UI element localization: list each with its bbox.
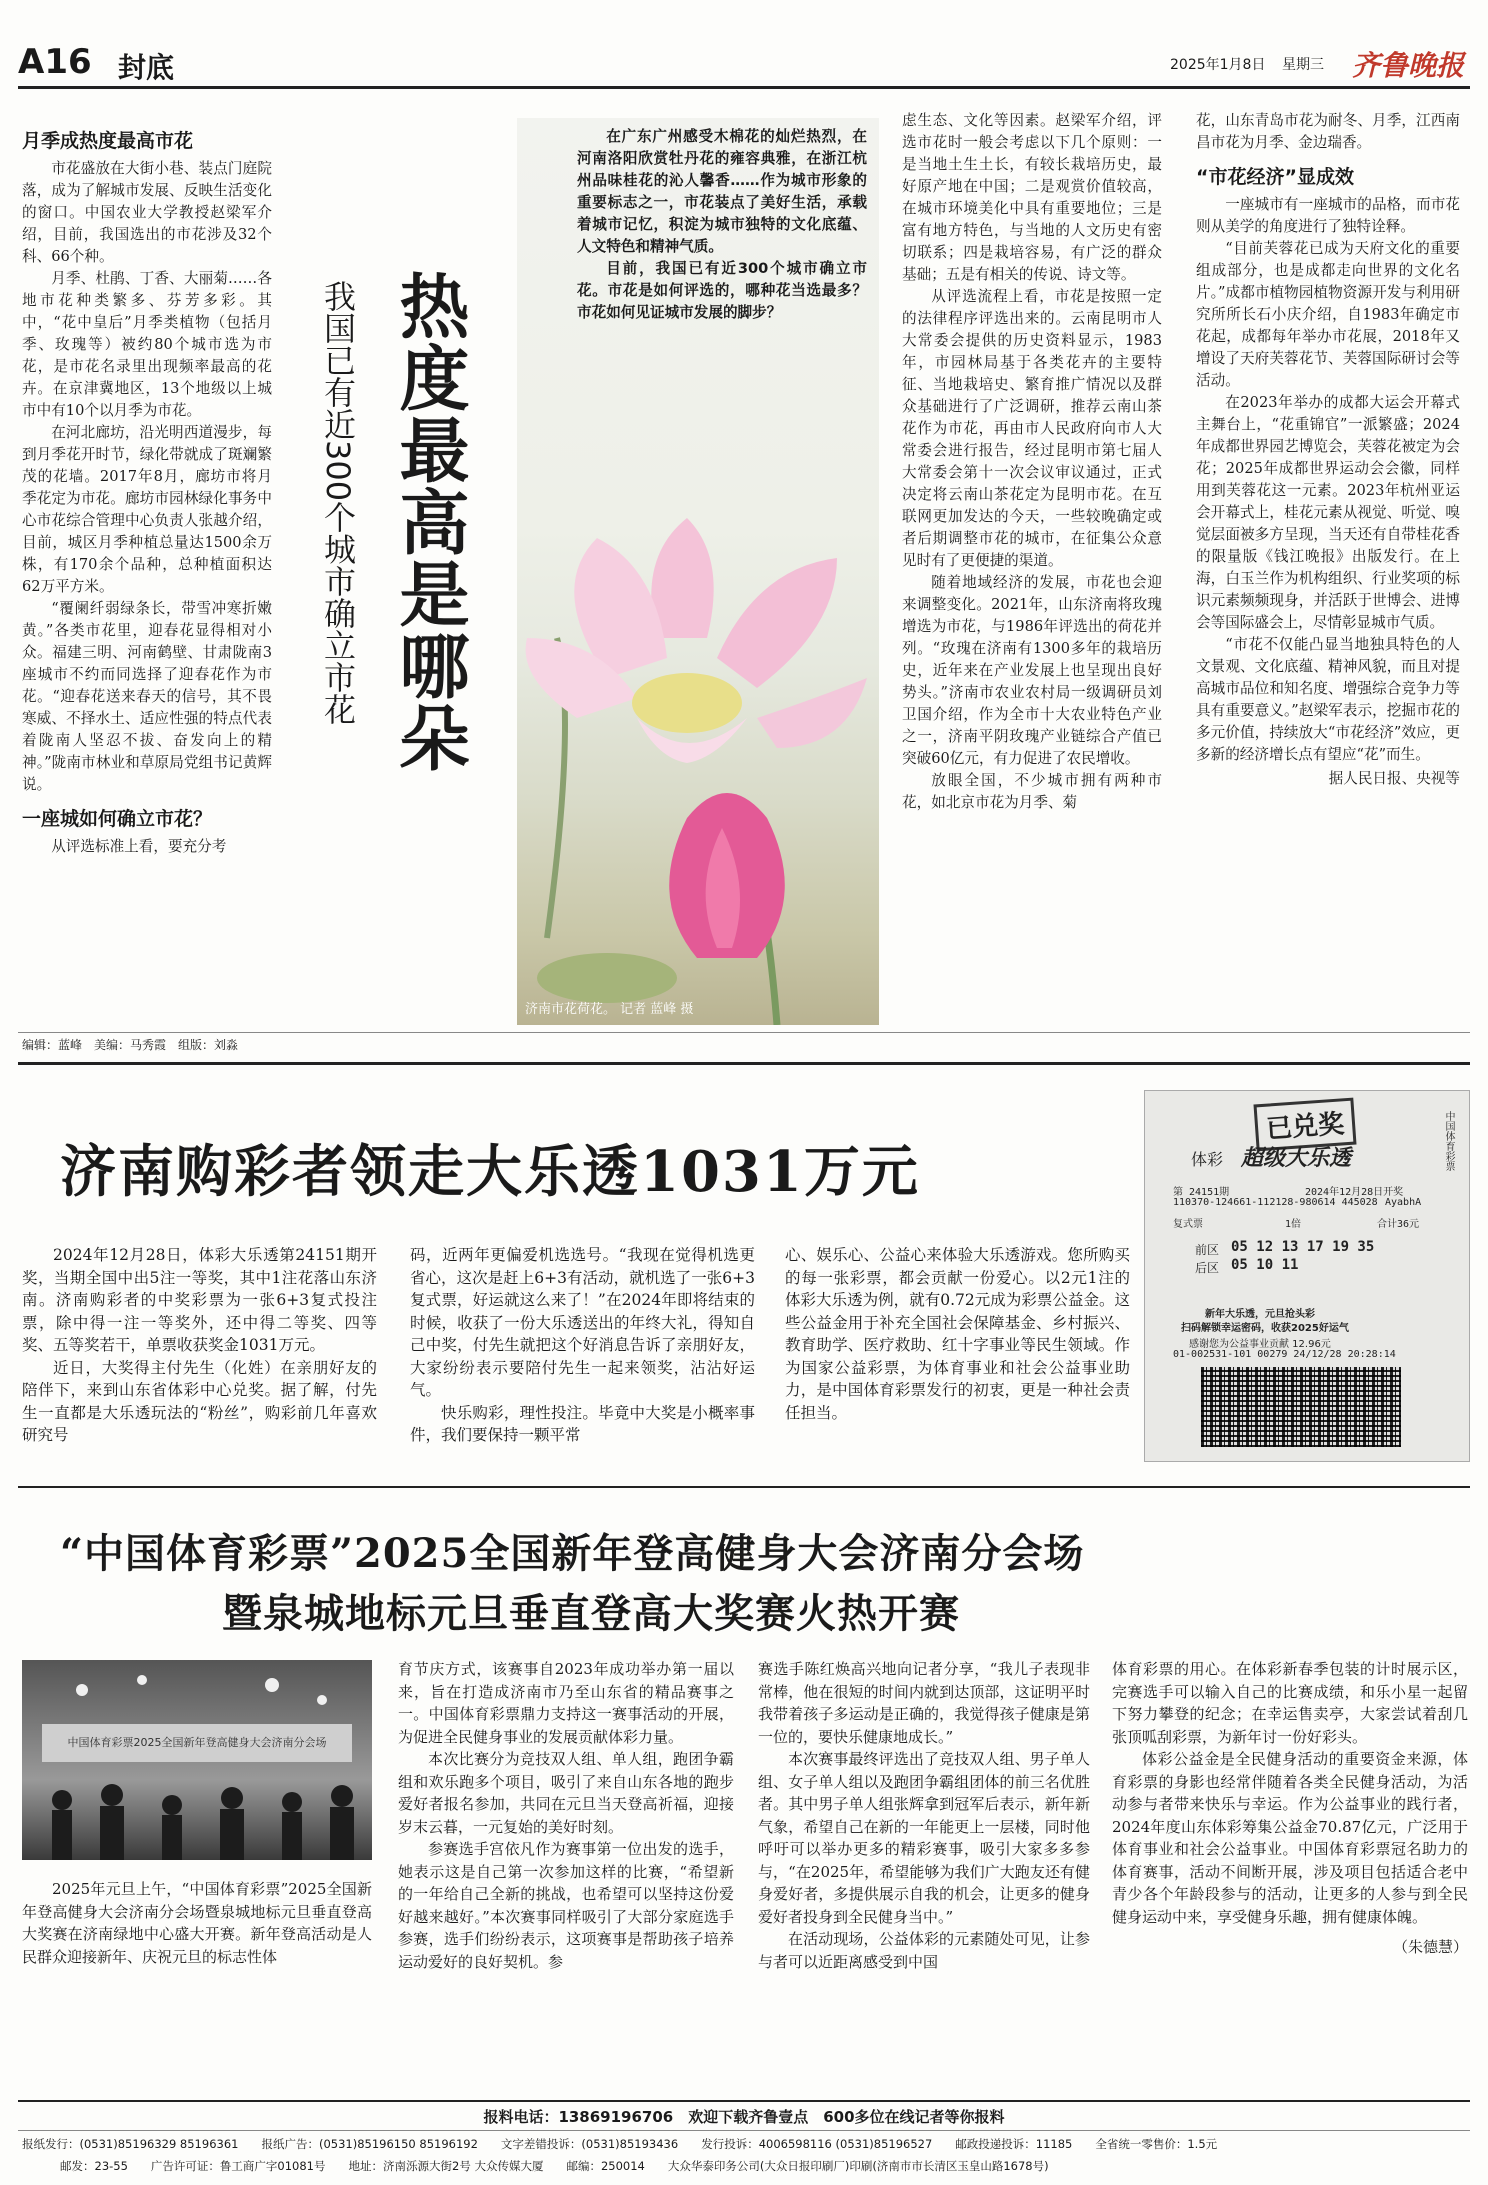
- paragraph: 花，山东青岛市花为耐冬、月季，江西南昌市花为月季、金边瑞香。: [1196, 112, 1460, 151]
- paragraph: 本次赛事最终评选出了竞技双人组、男子单人组、女子单人组以及跑团争霸组团体的前三名优胜者。其中男子单人组张辉拿到冠军后表示，新年新气象，希望自己在新的一年能更上一层楼，同时他呼吁可以举办更多的精彩赛事，吸引大家多多参与，“在2025年，希望能够为我们广大跑友还有健身爱好者，多提供展示自我的机会，让更多的健身爱好者投身到全民健身当中。”: [758, 1750, 1090, 1926]
- paragraph: 从评选流程上看，市花是按照一定的法律程序评选出来的。云南昆明市人大常委会提供的历史资料显示，1983年，市园林局基于各类花卉的主要特征、当地栽培史、繁育推广情况以及群众基础进行了广泛调研，推荐云南山茶花作为市花，再由市人民政府向市人大常委会进行报告，经过昆明市第七届人大常委会第十一次会议审议通过，正式决定将云南山茶花定为昆明市花。在互联网更加发达的今天，一些较晚确定或者后期调整市花的城市，在征集公众意见时有了更便捷的渠道。: [902, 288, 1162, 569]
- ticket-footer: 01-002531-101 00279 24/12/28 20:28:14: [1173, 1349, 1396, 1360]
- story2-headline: 济南购彩者领走大乐透1031万元: [60, 1139, 920, 1205]
- event-photo: [22, 1660, 372, 1860]
- ticket-front-numbers: 05 12 13 17 19 35: [1231, 1239, 1375, 1255]
- header-rule: [18, 86, 1470, 89]
- crowd-silhouettes: [22, 1660, 372, 1860]
- story1-credit: 据人民日报、央视等: [1328, 770, 1460, 787]
- ticket-promo2: 扫码解锁幸运密码，收获2025好运气: [1181, 1323, 1349, 1334]
- story1-section1-title: 月季成热度最高市花: [22, 130, 194, 152]
- footer-contacts: 报纸发行：(0531)85196329 85196361 报纸广告：(0531)85196150 85196192 文字差错投诉：(0531)85193436 发行投诉：4006598116 (0531)85196527 邮政投递投诉：11185 全省统一零售价：1.5元: [22, 2137, 1218, 2151]
- story3-col3: [758, 1658, 1090, 1973]
- story3-top-rule: [18, 1486, 1470, 1488]
- photo-caption: 济南市花荷花。 记者 蓝峰 摄: [525, 1002, 694, 1017]
- ticket-back-numbers: 05 10 11: [1231, 1257, 1299, 1273]
- story3-author: （朱德慧）: [1392, 1938, 1468, 1956]
- intro-paragraph: 目前，我国已有近300个城市确立市花。市花是如何评选的，哪种花当选最多？市花如何见证城市发展的脚步？: [577, 260, 867, 321]
- ticket-vertical-text: 中国体育彩票: [1443, 1111, 1454, 1171]
- ticket-stamp: 已兑奖: [1253, 1098, 1356, 1152]
- paragraph: “市花不仅能凸显当地独具特色的人文景观、文化底蕴、精神风貌，而且对提高城市品位和知名度、增强综合竞争力等具有重要意义。”赵梁军表示，挖掘市花的多元价值，持续放大“市花经济”效应，更多新的经济增长点有望应“花”而生。: [1196, 636, 1460, 763]
- paragraph: 一座城市有一座城市的品格，而市花则从美学的角度进行了独特诠释。: [1196, 196, 1460, 235]
- story2-col2: [410, 1244, 755, 1447]
- section-name: 封底: [118, 51, 175, 84]
- paragraph: 在2023年举办的成都大运会开幕式主舞台上，“花重锦官”一派繁盛；2024年成都世界园艺博览会，芙蓉花被定为会花；2025年成都世界运动会会徽，同样用到芙蓉花这一元素。2023年杭州亚运会开幕式上，桂花元素从视觉、听觉、嗅觉层面被多方呈现，当天还有自带桂花香的限量版《钱江晚报》出版发行。在上海，白玉兰作为机构组织、行业奖项的标识元素频频现身，并活跃于世博会、进博会等国际盛会上，尽情彰显城市气质。: [1196, 394, 1460, 631]
- story3-col2: [398, 1658, 734, 1973]
- paragraph: 从评选标准上看，要充分考: [51, 838, 227, 855]
- footer-publisher: 邮发：23-55 广告许可证：鲁工商广字01081号 地址：济南泺源大街2号 大众传媒大厦 邮编：250014 大众华泰印务公司(大众日报印刷厂)印刷(济南市市长清区玉皇山路1678号): [60, 2159, 1049, 2173]
- story2-col3: [785, 1244, 1130, 1424]
- paragraph: 体彩公益金是全民健身活动的重要资金来源，体育彩票的身影也经常伴随着各类全民健身活动，为活动参与者带来快乐与幸运。作为公益事业的践行者，2024年度山东体彩筹集公益金70.87亿元，广泛用于体育事业和社会公益事业。中国体育彩票冠名助力的体育赛事，活动不间断开展，涉及项目包括适合老中青少各个年龄段参与的活动，让更多的人参与到全民健身运动中来，享受健身乐趣，拥有健康体魄。: [1112, 1750, 1468, 1926]
- paragraph: 码，近两年更偏爱机选选号。“我现在觉得机选更省心，这次是赶上6+3有活动，就机选了一张6+3复式票，好运就这么来了！”在2024年即将结束的时候，收获了一份大乐透送出的年终大礼，得知自己中奖，付先生就把这个好消息告诉了亲朋好友，大家纷纷表示要陪付先生一起来领奖，沾沾好运气。: [410, 1246, 755, 1399]
- story1-intro: [577, 126, 867, 324]
- ticket-draw-date: 2024年12月28日开奖: [1305, 1187, 1404, 1198]
- paragraph: 市花盛放在大街小巷、装点门庭院落，成为了解城市发展、反映生活变化的窗口。中国农业大学教授赵梁军介绍，目前，我国选出的市花涉及32个科、66个种。: [22, 160, 272, 265]
- ticket-front-label: 前区: [1195, 1243, 1220, 1257]
- paragraph: 育节庆方式，该赛事自2023年成功举办第一届以来，旨在打造成济南市乃至山东省的精品赛事之一。中国体育彩票鼎力支持这一赛事活动的开展，为促进全民健身事业的发展贡献体彩力量。: [398, 1660, 734, 1746]
- paragraph: 2025年元旦上午，“中国体育彩票”2025全国新年登高健身大会济南分会场暨泉城地标元旦垂直登高大奖赛在济南绿地中心盛大开赛。新年登高活动是人民群众迎接新年、庆祝元旦的标志性体: [22, 1880, 372, 1966]
- paragraph: 快乐购彩，理性投注。毕竟中大奖是小概率事件，我们要保持一颗平常: [410, 1403, 755, 1444]
- story3-col1: [22, 1878, 372, 1968]
- story3-headline-line1: “中国体育彩票”2025全国新年登高健身大会济南分会场: [60, 1530, 1085, 1577]
- paragraph: “目前芙蓉花已成为天府文化的重要组成部分，也是成都走向世界的文化名片。”成都市植物园植物资源开发与利用研究所所长石小庆介绍，自1983年确定市花起，成都每年举办市花展，2018年又增设了天府芙蓉花节、芙蓉国际研讨会等活动。: [1196, 240, 1460, 389]
- paragraph: 在河北廊坊，沿光明西道漫步，每到月季花开时节，绿化带就成了斑斓繁茂的花墙。2017年8月，廊坊市将月季花定为市花。廊坊市园林绿化事务中心市花综合管理中心负责人张越介绍，目前，城区月季种植总量达1500余万株，有170余个品种，总种植面积达62万平方米。: [22, 424, 272, 595]
- story1-col4: [1196, 110, 1460, 790]
- paragraph: 赛选手陈红焕高兴地向记者分享，“我儿子表现非常棒，他在很短的时间内就到达顶部，这证明平时我带着孩子多运动是正确的，我觉得孩子健康是第一位的，要快乐健康地成长。”: [758, 1660, 1090, 1746]
- ticket-qr-code: [1201, 1367, 1401, 1447]
- paragraph: 2024年12月28日，体彩大乐透第24151期开奖，当期全国中出5注一等奖，其中1注花落山东济南。济南购彩者的中奖彩票为一张6+3复式投注票，除中得一注一等奖外，还中得二等奖、四等奖、五等奖若干，单票收获奖金1031万元。: [22, 1246, 377, 1354]
- intro-paragraph: 在广东广州感受木棉花的灿烂热烈，在河南洛阳欣赏牡丹花的雍容典雅，在浙江杭州品味桂花的沁人馨香……作为城市形象的重要标志之一，市花装点了美好生活，承载着城市记忆，积淀为城市独特的文化底蕴、人文特色和精神气质。: [577, 128, 867, 255]
- paragraph: 虑生态、文化等因素。赵梁军介绍，评选市花时一般会考虑以下几个原则：一是当地土生土长，有较长栽培历史，最好原产地在中国；二是观赏价值较高，在城市环境美化中具有重要地位；三是富有地方特色，与当地的人文历史有密切联系；四是栽培容易，有广泛的群众基础；五是有相关的传说、诗文等。: [902, 112, 1162, 283]
- story1-section3-title: “市花经济”显成效: [1196, 166, 1354, 188]
- editors-line: 编辑：蓝峰 美编：马秀霞 组版：刘淼: [22, 1038, 239, 1052]
- story1-bottom-rule: [18, 1032, 1470, 1033]
- ticket-game-logo: 超级大乐透: [1241, 1146, 1352, 1171]
- story1-subheadline: 我国已有近300个城市确立市花: [319, 280, 357, 726]
- ticket-code: AyabhA: [1385, 1197, 1422, 1208]
- page-number: A16: [18, 42, 92, 82]
- paragraph: 近日，大奖得主付先生（化姓）在亲朋好友的陪伴下，来到山东省体彩中心兑奖。据了解，付先生一直都是大乐透玩法的“粉丝”，购彩前几年喜欢研究号: [22, 1358, 377, 1444]
- ticket-type: 复式票: [1173, 1219, 1203, 1230]
- lottery-ticket: [1144, 1090, 1470, 1462]
- story3-col4: [1112, 1658, 1468, 1959]
- story2-col1: [22, 1244, 377, 1447]
- paragraph: 参赛选手宫依凡作为赛事第一位出发的选手，她表示这是自己第一次参加这样的比赛，“希望新的一年给自己全新的挑战，也希望可以坚持这份爱好越来越好。”本次赛事同样吸引了大部分家庭选手参赛，选手们纷纷表示，这项赛事是帮助孩子培养运动爱好的良好契机。参: [398, 1840, 734, 1971]
- story3-headline-line2: 暨泉城地标元旦垂直登高大奖赛火热开赛: [222, 1590, 960, 1637]
- story1-headline: 热度最高是哪朵: [388, 270, 471, 774]
- issue-date: 2025年1月8日: [1170, 57, 1266, 73]
- ticket-promo1: 新年大乐透，元旦抢头彩: [1205, 1309, 1315, 1320]
- paragraph: 在活动现场，公益体彩的元素随处可见，让参与者可以近距离感受到中国: [758, 1930, 1090, 1971]
- paragraph: 月季、杜鹃、丁香、大丽菊……各地市花种类繁多、芬芳多彩。其中，“花中皇后”月季类植物（包括月季、玫瑰等）被约80个城市选为市花，是市花名录里出现频率最高的花卉。在京津冀地区，13个地级以上城市中有10个以月季为市花。: [22, 270, 272, 419]
- paragraph: “覆阑纤弱绿条长，带雪冲寒折嫩黄。”各类市花里，迎春花显得相对小众。福建三明、河南鹤壁、甘肃陇南3座城市不约而同选择了迎春花作为市花。“迎春花送来春天的信号，其不畏寒威、不择水土、适应性强的特点代表着陇南人坚忍不拔、奋发向上的精神。”陇南市林业和草原局党组书记黄辉说。: [22, 600, 272, 793]
- story1-col3: [902, 110, 1162, 814]
- ticket-serial: 110370-124661-112128-980614 445028: [1173, 1197, 1378, 1208]
- ticket-total: 合计36元: [1377, 1219, 1420, 1230]
- lotus-photo: [517, 118, 879, 1025]
- paragraph: 本次比赛分为竞技双人组、单人组，跑团争霸组和欢乐跑多个项目，吸引了来自山东各地的跑步爱好者报名参加，共同在元旦当天登高祈福，迎接岁末云暮，一元复始的美好时刻。: [398, 1750, 734, 1836]
- paper-logo: 齐鲁晚报: [1352, 49, 1465, 82]
- issue-weekday: 星期三: [1282, 57, 1324, 73]
- ticket-multiple: 1倍: [1285, 1219, 1302, 1230]
- ticket-brand: 体彩: [1191, 1150, 1224, 1169]
- story1-section2-title: 一座城如何确立市花？: [22, 808, 213, 830]
- paragraph: 随着地域经济的发展，市花也会迎来调整变化。2021年，山东济南将玫瑰增选为市花，与1986年评选出的荷花并列。“玫瑰在济南有1300多年的栽培历史，近年来在产业发展上也呈现出良好势头。”济南市农业农村局一级调研员刘卫国介绍，作为全市十大农业特色产业之一，济南平阴玫瑰产业链综合产值已突破60亿元，有力促进了农民增收。: [902, 574, 1162, 767]
- paragraph: 心、娱乐心、公益心来体验大乐透游戏。您所购买的每一张彩票，都会贡献一份爱心。以2元1注的体彩大乐透为例，就有0.72元成为彩票公益金。这些公益金用于补充全国社会保障基金、乡村振兴、教育助学、医疗救助、红十字事业等民生领域。作为国家公益彩票，为体育事业和社会公益事业助力，是中国体育彩票发行的初衷，更是一种社会责任担当。: [785, 1246, 1130, 1422]
- story2-top-rule: [18, 1062, 1470, 1065]
- ticket-back-label: 后区: [1195, 1261, 1220, 1275]
- paragraph: 放眼全国，不少城市拥有两种市花，如北京市花为月季、菊: [902, 772, 1162, 811]
- footer-rule-2: [18, 2130, 1470, 2131]
- event-photo-banner: 中国体育彩票2025全国新年登高健身大会济南分会场: [42, 1724, 352, 1762]
- ticket-promo3: 感谢您为公益事业贡献 12.96元: [1189, 1339, 1331, 1350]
- footer-rule: [18, 2100, 1470, 2102]
- footer-hotline: 报料电话：13869196706 欢迎下载齐鲁壹点 600多位在线记者等你报料: [483, 2108, 1005, 2126]
- story1-col1: [22, 130, 272, 858]
- ticket-issue: 第 24151期: [1173, 1187, 1230, 1198]
- paragraph: 体育彩票的用心。在体彩新春季包装的计时展示区，完赛选手可以输入自己的比赛成绩，和乐小星一起留下努力攀登的纪念；在幸运售卖亭，大家尝试着刮几张顶呱刮彩票，为新年讨一份好彩头。: [1112, 1660, 1468, 1746]
